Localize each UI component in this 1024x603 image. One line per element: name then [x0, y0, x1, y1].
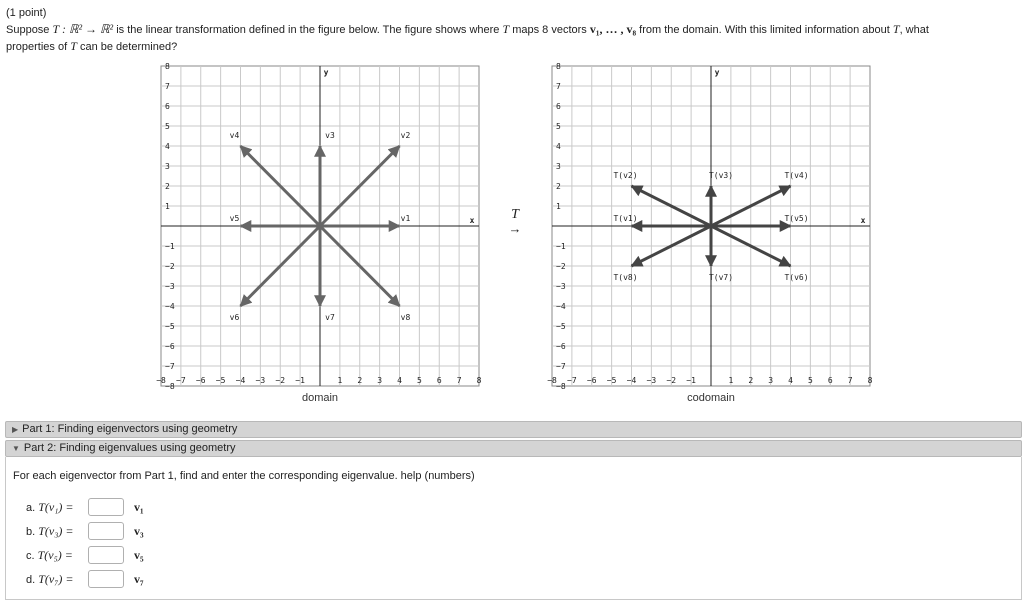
- x-tick-label: 6: [827, 376, 833, 385]
- vector-list: v₁, … , v₈: [589, 22, 637, 36]
- y-tick-label: 5: [165, 122, 170, 131]
- header-line2-post: can be determined?: [79, 41, 178, 53]
- x-tick-label: −5: [606, 376, 617, 385]
- codomain-graph: [547, 62, 873, 391]
- answer-expr: T(v₇) =: [38, 571, 74, 586]
- x-tick-label: 8: [476, 376, 482, 385]
- triangle-right-icon: ▶: [12, 425, 19, 434]
- vector-label: T(v2): [613, 171, 638, 180]
- x-axis-label: x: [469, 216, 475, 225]
- vector-label: v5: [229, 214, 240, 223]
- instructions: For each eigenvector from Part 1, find and enter the corresponding eigenvalue. help (numbers): [13, 470, 475, 482]
- answer-prefix: c.: [26, 549, 35, 562]
- answer-vector: v₅: [134, 547, 144, 562]
- x-tick-label: 3: [377, 376, 383, 385]
- answer-expr: T(v₅) =: [37, 547, 73, 562]
- x-tick-label: −3: [255, 376, 266, 385]
- x-tick-label: 1: [728, 376, 734, 385]
- y-tick-label: 7: [165, 82, 170, 91]
- header-text-pre: Suppose: [6, 24, 50, 36]
- vector-label: v2: [400, 131, 411, 140]
- x-tick-label: 8: [867, 376, 873, 385]
- answer-row-c: [26, 544, 144, 566]
- x-tick-label: −1: [295, 376, 305, 385]
- x-axis-label: x: [860, 216, 866, 225]
- vector-label: v4: [229, 131, 240, 140]
- x-tick-label: −7: [176, 376, 186, 385]
- part2-toggle[interactable]: [5, 440, 1022, 457]
- header-text-post: from the domain. With this limited information about: [639, 24, 890, 36]
- arrow-right-icon: →: [508, 221, 522, 236]
- vector-label: T(v3): [708, 171, 734, 180]
- x-tick-label: 2: [748, 376, 754, 385]
- vector-label: T(v4): [784, 171, 809, 180]
- vector-label: T(v1): [613, 214, 638, 223]
- y-tick-label: −1: [165, 242, 175, 251]
- x-tick-label: −3: [646, 376, 657, 385]
- x-tick-label: 4: [788, 376, 793, 385]
- x-tick-label: 5: [807, 376, 813, 385]
- y-tick-label: −3: [165, 282, 175, 291]
- vector-label: v1: [400, 214, 411, 223]
- problem-header: [6, 5, 1016, 55]
- y-axis-label: y: [714, 68, 720, 77]
- y-tick-label: −5: [165, 322, 175, 331]
- vector-label: T(v8): [613, 273, 638, 282]
- answer-vector: v₃: [134, 523, 144, 538]
- y-tick-label: 8: [165, 62, 170, 71]
- y-tick-label: 6: [556, 102, 561, 111]
- x-tick-label: −6: [195, 376, 206, 385]
- y-tick-label: −7: [165, 362, 175, 371]
- x-tick-label: 7: [847, 376, 853, 385]
- answer-prefix: d.: [26, 573, 36, 586]
- y-tick-label: −4: [556, 302, 566, 311]
- x-tick-label: −5: [215, 376, 226, 385]
- x-tick-label: −2: [275, 376, 286, 385]
- points-label: (1 point): [6, 7, 47, 19]
- header-line2-pre: properties of: [6, 41, 68, 53]
- y-tick-label: 7: [556, 82, 561, 91]
- vector-label: T(v6): [784, 273, 809, 282]
- y-tick-label: 8: [556, 62, 561, 71]
- x-tick-label: −4: [235, 376, 246, 385]
- codomain-caption: codomain: [687, 392, 735, 404]
- y-tick-label: 3: [556, 162, 561, 171]
- answer-prefix: a.: [26, 501, 36, 514]
- y-tick-label: 5: [556, 122, 561, 131]
- vector-label: v3: [325, 131, 335, 140]
- y-tick-label: −5: [556, 322, 566, 331]
- answer-vector: v₁: [134, 499, 144, 514]
- domain-graph: [156, 62, 482, 391]
- transform-arrow: [505, 208, 525, 236]
- y-tick-label: 6: [165, 102, 170, 111]
- header-text-end: , what: [899, 24, 929, 36]
- domain-caption: domain: [301, 392, 339, 404]
- y-tick-label: 2: [556, 182, 561, 191]
- answer-row-b: [26, 520, 144, 542]
- y-tick-label: −8: [556, 382, 566, 391]
- x-tick-label: 3: [768, 376, 774, 385]
- y-tick-label: 1: [165, 202, 170, 211]
- y-tick-label: 4: [165, 142, 170, 151]
- part1-toggle[interactable]: [5, 421, 1022, 438]
- x-tick-label: −8: [547, 376, 557, 385]
- y-tick-label: 2: [165, 182, 170, 191]
- vector-label: T(v7): [708, 273, 734, 282]
- eigenvalue-input-c[interactable]: [88, 546, 124, 564]
- y-tick-label: 3: [165, 162, 170, 171]
- answer-expr: T(v₁) =: [38, 499, 74, 514]
- y-tick-label: −7: [556, 362, 566, 371]
- y-tick-label: −8: [165, 382, 175, 391]
- answer-prefix: b.: [26, 525, 36, 538]
- answer-row-d: [26, 568, 144, 590]
- t-symbol-3: T: [70, 39, 77, 53]
- map-signature: T : ℝ² → ℝ²: [52, 22, 114, 36]
- x-tick-label: −7: [567, 376, 577, 385]
- vector-label: v6: [229, 313, 240, 322]
- t-symbol: T: [502, 22, 510, 36]
- y-tick-label: −6: [556, 342, 566, 351]
- x-tick-label: −8: [156, 376, 166, 385]
- eigenvalue-input-a[interactable]: [88, 498, 124, 516]
- y-tick-label: −4: [165, 302, 175, 311]
- transform-symbol: T: [511, 207, 519, 222]
- eigenvalue-input-d[interactable]: [88, 570, 124, 588]
- answer-expr: T(v₃) =: [38, 523, 74, 538]
- x-tick-label: −4: [626, 376, 637, 385]
- x-tick-label: 4: [397, 376, 402, 385]
- x-tick-label: 6: [436, 376, 442, 385]
- x-tick-label: 2: [357, 376, 363, 385]
- y-axis-label: y: [323, 68, 329, 77]
- y-tick-label: 4: [556, 142, 561, 151]
- answer-vector: v₇: [134, 571, 144, 586]
- y-tick-label: −2: [556, 262, 566, 271]
- vector-label: T(v5): [784, 214, 809, 223]
- x-tick-label: 7: [456, 376, 462, 385]
- eigenvalue-input-b[interactable]: [88, 522, 124, 540]
- x-tick-label: −2: [666, 376, 677, 385]
- y-tick-label: −2: [165, 262, 175, 271]
- x-tick-label: 1: [337, 376, 343, 385]
- y-tick-label: 1: [556, 202, 561, 211]
- y-tick-label: −3: [556, 282, 566, 291]
- x-tick-label: −6: [586, 376, 597, 385]
- x-tick-label: 5: [416, 376, 422, 385]
- triangle-down-icon: ▼: [12, 444, 20, 453]
- y-tick-label: −6: [165, 342, 175, 351]
- vector-label: v8: [400, 313, 411, 322]
- answer-row-a: [26, 496, 144, 518]
- y-tick-label: −1: [556, 242, 566, 251]
- x-tick-label: −1: [686, 376, 696, 385]
- part2-label: Part 2: Finding eigenvalues using geometry: [23, 442, 236, 454]
- part1-label: Part 1: Finding eigenvectors using geometry: [22, 423, 238, 435]
- t-symbol-2: T: [892, 22, 900, 36]
- vector-label: v7: [325, 313, 335, 322]
- header-text-mid2: maps 8 vectors: [512, 24, 587, 36]
- header-text-mid: is the linear transformation defined in the figure below. The figure shows where: [116, 24, 500, 36]
